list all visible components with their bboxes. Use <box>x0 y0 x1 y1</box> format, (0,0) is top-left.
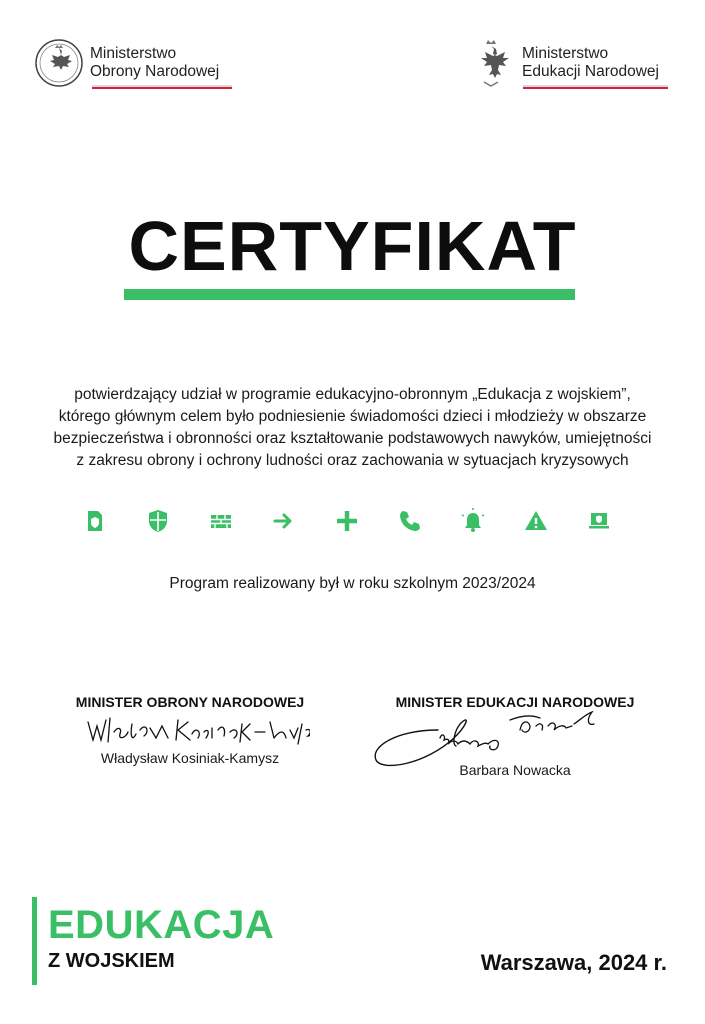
mon-name-line2: Obrony Narodowej <box>90 63 220 80</box>
signature-role: MINISTER OBRONY NARODOWEJ <box>75 694 305 710</box>
laptop-shield-icon <box>586 508 612 534</box>
shield-icon <box>145 508 171 534</box>
brand-accent-bar <box>32 897 37 985</box>
program-icons-row <box>80 508 630 536</box>
men-name-line2: Edukacji Narodowej <box>522 63 659 80</box>
mon-logo <box>34 36 219 90</box>
eagle-emblem-icon <box>34 36 84 90</box>
body-line: potwierdzający udział w programie edukacyjno-obronnym „Edukacja z wojskiem”, <box>74 386 631 403</box>
signature-block-men <box>370 694 660 778</box>
warning-icon <box>523 508 549 534</box>
arrow-right-icon <box>271 508 297 534</box>
men-logo <box>466 36 659 90</box>
phone-icon <box>397 508 423 534</box>
wall-icon <box>208 508 234 534</box>
mon-name-line1: Ministerstwo <box>90 45 177 62</box>
body-line: z zakresu obrony i ochrony ludności oraz zachowania w sytuacjach kryzysowych <box>76 452 629 469</box>
plus-icon <box>334 508 360 534</box>
eagle-emblem-icon <box>466 36 516 90</box>
place-and-date: Warszawa, 2024 r. <box>480 950 667 975</box>
certificate-body <box>30 384 675 472</box>
signatory-name: Barbara Nowacka <box>459 762 571 778</box>
title-underline <box>124 289 575 300</box>
shield-document-icon <box>82 508 108 534</box>
alarm-bell-icon <box>460 508 486 534</box>
program-year-text: Program realizowany był w roku szkolnym 2023/2024 <box>169 575 536 592</box>
men-name-line1: Ministerstwo <box>522 45 609 62</box>
brand-subtitle: Z WOJSKIEM <box>48 950 175 972</box>
body-line: bezpieczeństwa i obronności oraz kształtowanie podstawowych nawyków, umiejętności <box>53 430 652 447</box>
signatory-name: Władysław Kosiniak-Kamysz <box>100 750 280 766</box>
signature-block-mon <box>40 694 340 766</box>
brand-title: EDUKACJA <box>48 903 275 947</box>
signature-role: MINISTER EDUKACJI NARODOWEJ <box>395 694 635 710</box>
handwritten-signature <box>70 710 310 750</box>
men-flag-bar <box>523 85 668 89</box>
certificate-title: CERTYFIKAT <box>128 207 577 285</box>
body-line: którego głównym celem było podniesienie świadomości dzieci i młodzieży w obszarze <box>58 408 647 425</box>
mon-flag-bar <box>92 85 232 89</box>
